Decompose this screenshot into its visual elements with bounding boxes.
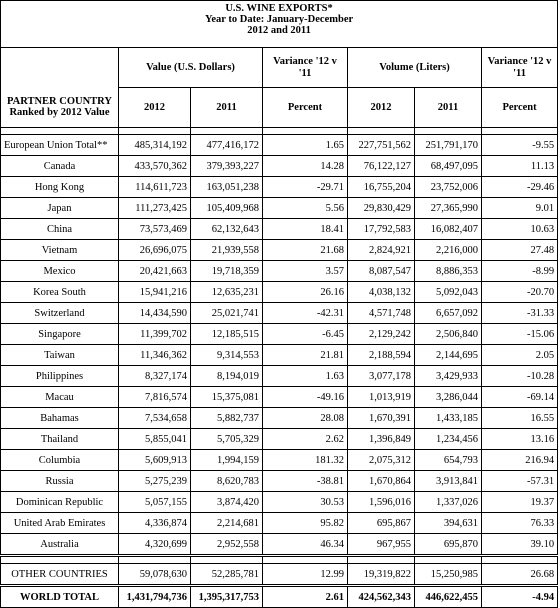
volume-percent-cell: -4.94: [482, 586, 558, 608]
value-2011-cell: 105,409,968: [191, 198, 263, 219]
value-2012-cell: 14,434,590: [119, 303, 191, 324]
table-row: [1, 387, 558, 408]
volume-percent-cell: -69.14: [482, 387, 558, 408]
volume-2012-cell: 424,562,343: [348, 586, 415, 608]
table-row: [1, 240, 558, 261]
volume-2011-cell: 6,657,092: [415, 303, 482, 324]
value-2012-cell: 59,078,630: [119, 564, 191, 586]
volume-2012-cell: 695,867: [348, 513, 415, 534]
value-percent-cell: 1.63: [263, 366, 348, 387]
header-row-groups: [1, 48, 558, 88]
title-line-3: 2012 and 2011: [247, 25, 311, 36]
value-2012-cell: 5,855,041: [119, 429, 191, 450]
volume-2012-cell: 227,751,562: [348, 135, 415, 156]
value-2011-cell: 62,132,643: [191, 219, 263, 240]
value-2012-cell: 5,057,155: [119, 492, 191, 513]
table-row: [1, 303, 558, 324]
value-percent-cell: 1.65: [263, 135, 348, 156]
volume-2012-cell: 1,670,391: [348, 408, 415, 429]
volume-2012-cell: 76,122,127: [348, 156, 415, 177]
volume-2011-cell: 2,216,000: [415, 240, 482, 261]
volume-2012-cell: 1,013,919: [348, 387, 415, 408]
country-cell: Russia: [1, 471, 119, 492]
country-cell: OTHER COUNTRIES: [1, 564, 119, 586]
value-percent-cell: 181.32: [263, 450, 348, 471]
value-2012-cell: 4,336,874: [119, 513, 191, 534]
volume-2011-cell: 695,870: [415, 534, 482, 556]
volume-percent-cell: 26.68: [482, 564, 558, 586]
volume-2012-cell: 29,830,429: [348, 198, 415, 219]
volume-percent-cell: -31.33: [482, 303, 558, 324]
country-cell: Thailand: [1, 429, 119, 450]
header-partner: PARTNER COUNTRY Ranked by 2012 Value: [1, 88, 119, 128]
value-2012-cell: 20,421,663: [119, 261, 191, 282]
country-cell: Australia: [1, 534, 119, 556]
volume-2011-cell: 15,250,985: [415, 564, 482, 586]
header-blank: [1, 48, 119, 88]
value-2011-cell: 52,285,781: [191, 564, 263, 586]
value-percent-cell: 3.57: [263, 261, 348, 282]
country-cell: Switzerland: [1, 303, 119, 324]
table-row: [1, 198, 558, 219]
value-percent-cell: 2.62: [263, 429, 348, 450]
volume-2011-cell: 3,286,044: [415, 387, 482, 408]
volume-percent-cell: 9.01: [482, 198, 558, 219]
value-2011-cell: 15,375,081: [191, 387, 263, 408]
value-percent-cell: 26.16: [263, 282, 348, 303]
volume-percent-cell: -57.31: [482, 471, 558, 492]
volume-2011-cell: 1,433,185: [415, 408, 482, 429]
volume-percent-cell: 39.10: [482, 534, 558, 556]
volume-2012-cell: 19,319,822: [348, 564, 415, 586]
table-row: [1, 429, 558, 450]
header-row-years: [1, 88, 558, 128]
volume-2012-cell: 3,077,178: [348, 366, 415, 387]
title-line-2: Year to Date: January-December: [204, 14, 354, 25]
country-cell: Hong Kong: [1, 177, 119, 198]
header-value-2012: 2012: [119, 88, 191, 128]
volume-2012-cell: 8,087,547: [348, 261, 415, 282]
volume-percent-cell: 13.16: [482, 429, 558, 450]
value-2011-cell: 19,718,359: [191, 261, 263, 282]
table-row: [1, 450, 558, 471]
volume-percent-cell: -10.28: [482, 366, 558, 387]
header-value-percent: Percent: [263, 88, 348, 128]
volume-2011-cell: 3,429,933: [415, 366, 482, 387]
table-row: [1, 177, 558, 198]
volume-percent-cell: -8.99: [482, 261, 558, 282]
table-row: [1, 471, 558, 492]
table-row: [1, 366, 558, 387]
value-2012-cell: 114,611,723: [119, 177, 191, 198]
value-2011-cell: 379,393,227: [191, 156, 263, 177]
spacer-row: [1, 556, 558, 564]
volume-percent-cell: 19.37: [482, 492, 558, 513]
table-row: [1, 282, 558, 303]
volume-2011-cell: 8,886,353: [415, 261, 482, 282]
value-2011-cell: 8,194,019: [191, 366, 263, 387]
value-2012-cell: 111,273,425: [119, 198, 191, 219]
value-percent-cell: 30.53: [263, 492, 348, 513]
header-volume-2011: 2011: [415, 88, 482, 128]
volume-2011-cell: 2,506,840: [415, 324, 482, 345]
value-2011-cell: 2,214,681: [191, 513, 263, 534]
country-cell: Philippines: [1, 366, 119, 387]
value-2012-cell: 5,609,913: [119, 450, 191, 471]
volume-2012-cell: 4,038,132: [348, 282, 415, 303]
value-2012-cell: 433,570,362: [119, 156, 191, 177]
value-2012-cell: 11,346,362: [119, 345, 191, 366]
volume-percent-cell: -20.70: [482, 282, 558, 303]
volume-percent-cell: -29.46: [482, 177, 558, 198]
value-2012-cell: 15,941,216: [119, 282, 191, 303]
volume-2012-cell: 2,075,312: [348, 450, 415, 471]
value-2011-cell: 5,882,737: [191, 408, 263, 429]
value-2012-cell: 4,320,699: [119, 534, 191, 556]
spacer-row: [1, 128, 558, 135]
volume-percent-cell: 216.94: [482, 450, 558, 471]
country-cell: Vietnam: [1, 240, 119, 261]
header-value-2011: 2011: [191, 88, 263, 128]
table-row: [1, 492, 558, 513]
volume-2011-cell: 2,144,695: [415, 345, 482, 366]
volume-2011-cell: 654,793: [415, 450, 482, 471]
table-row: [1, 345, 558, 366]
country-cell: Korea South: [1, 282, 119, 303]
volume-2012-cell: 2,129,242: [348, 324, 415, 345]
volume-percent-cell: 11.13: [482, 156, 558, 177]
value-percent-cell: 21.81: [263, 345, 348, 366]
value-percent-cell: 2.61: [263, 586, 348, 608]
country-cell: China: [1, 219, 119, 240]
country-cell: Japan: [1, 198, 119, 219]
value-2011-cell: 8,620,783: [191, 471, 263, 492]
value-2011-cell: 477,416,172: [191, 135, 263, 156]
value-percent-cell: 28.08: [263, 408, 348, 429]
country-cell: Canada: [1, 156, 119, 177]
table-row: [1, 261, 558, 282]
value-2011-cell: 21,939,558: [191, 240, 263, 261]
volume-percent-cell: -15.06: [482, 324, 558, 345]
volume-2011-cell: 27,365,990: [415, 198, 482, 219]
volume-2011-cell: 1,337,026: [415, 492, 482, 513]
value-2011-cell: 12,185,515: [191, 324, 263, 345]
volume-percent-cell: -9.55: [482, 135, 558, 156]
value-2011-cell: 9,314,553: [191, 345, 263, 366]
volume-2012-cell: 2,824,921: [348, 240, 415, 261]
value-percent-cell: 5.56: [263, 198, 348, 219]
value-percent-cell: 14.28: [263, 156, 348, 177]
other-countries-row: [1, 564, 558, 586]
country-cell: WORLD TOTAL: [1, 586, 119, 608]
volume-2011-cell: 394,631: [415, 513, 482, 534]
header-volume-percent: Percent: [482, 88, 558, 128]
country-cell: European Union Total**: [1, 135, 119, 156]
country-cell: United Arab Emirates: [1, 513, 119, 534]
volume-2011-cell: 251,791,170: [415, 135, 482, 156]
value-2011-cell: 3,874,420: [191, 492, 263, 513]
value-2011-cell: 163,051,238: [191, 177, 263, 198]
value-2012-cell: 11,399,702: [119, 324, 191, 345]
value-percent-cell: -6.45: [263, 324, 348, 345]
value-percent-cell: 21.68: [263, 240, 348, 261]
value-2012-cell: 485,314,192: [119, 135, 191, 156]
country-cell: Columbia: [1, 450, 119, 471]
header-value-group: Value (U.S. Dollars): [119, 48, 263, 88]
value-2011-cell: 12,635,231: [191, 282, 263, 303]
volume-2011-cell: 3,913,841: [415, 471, 482, 492]
value-percent-cell: 18.41: [263, 219, 348, 240]
country-cell: Taiwan: [1, 345, 119, 366]
table-row: [1, 324, 558, 345]
value-2012-cell: 26,696,075: [119, 240, 191, 261]
value-percent-cell: -29.71: [263, 177, 348, 198]
table-row: [1, 219, 558, 240]
country-cell: Mexico: [1, 261, 119, 282]
volume-percent-cell: 10.63: [482, 219, 558, 240]
volume-2011-cell: 446,622,455: [415, 586, 482, 608]
value-2012-cell: 7,816,574: [119, 387, 191, 408]
header-variance-volume: Variance '12 v '11: [482, 48, 558, 88]
value-percent-cell: 12.99: [263, 564, 348, 586]
value-percent-cell: -42.31: [263, 303, 348, 324]
table-row: [1, 408, 558, 429]
header-volume-2012: 2012: [348, 88, 415, 128]
volume-percent-cell: 16.55: [482, 408, 558, 429]
value-percent-cell: -49.16: [263, 387, 348, 408]
volume-percent-cell: 2.05: [482, 345, 558, 366]
volume-2012-cell: 1,596,016: [348, 492, 415, 513]
value-2011-cell: 5,705,329: [191, 429, 263, 450]
table-row: [1, 156, 558, 177]
country-cell: Singapore: [1, 324, 119, 345]
volume-2011-cell: 1,234,456: [415, 429, 482, 450]
country-cell: Bahamas: [1, 408, 119, 429]
value-2011-cell: 1,994,159: [191, 450, 263, 471]
value-2011-cell: 1,395,317,753: [191, 586, 263, 608]
value-percent-cell: 95.82: [263, 513, 348, 534]
value-percent-cell: -38.81: [263, 471, 348, 492]
title-row: [1, 1, 558, 48]
volume-2012-cell: 1,670,864: [348, 471, 415, 492]
table-row: [1, 135, 558, 156]
country-cell: Macau: [1, 387, 119, 408]
title-line-1: U.S. WINE EXPORTS*: [225, 3, 333, 14]
volume-2011-cell: 5,092,043: [415, 282, 482, 303]
header-volume-group: Volume (Liters): [348, 48, 482, 88]
table-row: [1, 513, 558, 534]
volume-2012-cell: 1,396,849: [348, 429, 415, 450]
volume-percent-cell: 27.48: [482, 240, 558, 261]
header-variance-value: Variance '12 v '11: [263, 48, 348, 88]
value-2012-cell: 8,327,174: [119, 366, 191, 387]
volume-2012-cell: 16,755,204: [348, 177, 415, 198]
volume-2012-cell: 4,571,748: [348, 303, 415, 324]
volume-2011-cell: 23,752,006: [415, 177, 482, 198]
value-2011-cell: 2,952,558: [191, 534, 263, 556]
volume-2012-cell: 2,188,594: [348, 345, 415, 366]
table-title: [1, 1, 558, 48]
value-2011-cell: 25,021,741: [191, 303, 263, 324]
value-percent-cell: 46.34: [263, 534, 348, 556]
value-2012-cell: 5,275,239: [119, 471, 191, 492]
value-2012-cell: 1,431,794,736: [119, 586, 191, 608]
volume-2012-cell: 17,792,583: [348, 219, 415, 240]
table-row: [1, 534, 558, 556]
country-cell: Dominican Republic: [1, 492, 119, 513]
value-2012-cell: 7,534,658: [119, 408, 191, 429]
volume-2011-cell: 68,497,095: [415, 156, 482, 177]
volume-percent-cell: 76.33: [482, 513, 558, 534]
volume-2012-cell: 967,955: [348, 534, 415, 556]
volume-2011-cell: 16,082,407: [415, 219, 482, 240]
value-2012-cell: 73,573,469: [119, 219, 191, 240]
